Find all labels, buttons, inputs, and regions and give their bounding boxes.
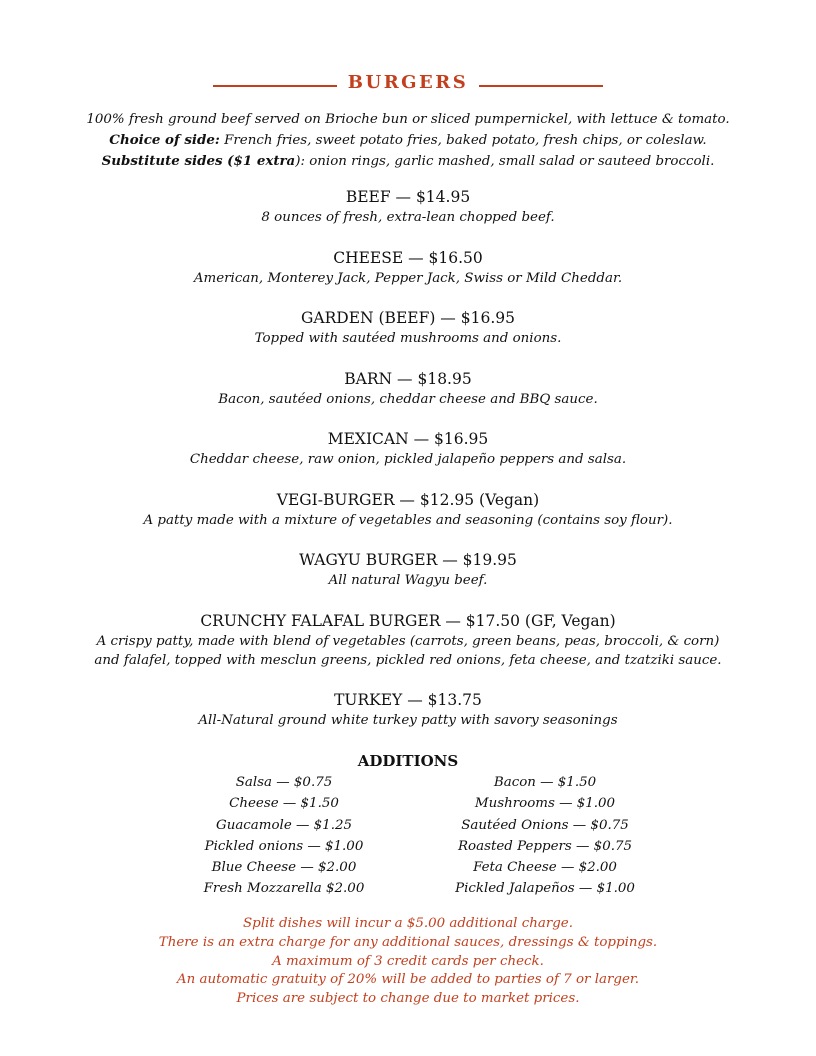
addition-item: Roasted Peppers — $0.75 [457, 838, 633, 854]
item-description: Cheddar cheese, raw onion, pickled jalapeño peppers and salsa. [189, 452, 627, 467]
item-description: Topped with sautéed mushrooms and onions. [254, 331, 562, 346]
addition-item: Salsa — $0.75 [235, 775, 333, 790]
item-name: GARDEN (BEEF) — $16.95 [301, 309, 515, 327]
item-description: American, Monterey Jack, Pepper Jack, Swiss or Mild Cheddar. [193, 271, 623, 286]
intro-block [0, 110, 816, 172]
addition-item: Blue Cheese — $2.00 [211, 860, 357, 876]
item-description: All natural Wagyu beef. [328, 573, 488, 588]
addition-item: Mushrooms — $1.00 [474, 796, 616, 812]
note-gratuity: An automatic gratuity of 20% will be added to parties of 7 or larger. [176, 972, 640, 988]
item-description-continued: and falafel, topped with mesclun greens, pickled red onions, feta cheese, and tzatziki sauce. [94, 653, 722, 668]
menu-item-vegi-burger [0, 489, 816, 530]
addition-item: Guacamole — $1.25 [216, 817, 352, 833]
substitute-sides [0, 151, 816, 172]
choice-label: Choice of side: [109, 132, 220, 148]
addition-item: Pickled Jalapeños — $1.00 [455, 881, 635, 897]
item-name: CHEESE — $16.50 [333, 249, 483, 267]
additions-right-column [415, 773, 675, 901]
menu-item-beef [0, 186, 816, 227]
menu-item-turkey [0, 689, 816, 730]
header-rule-right [479, 85, 603, 87]
item-description: 8 ounces of fresh, extra-lean chopped beef. [261, 210, 555, 225]
item-name: TURKEY — $13.75 [334, 691, 482, 709]
menu-item-mexican [0, 428, 816, 469]
additions-left-column [154, 773, 414, 901]
item-description: A crispy patty, made with blend of vegetables (carrots, green beans, peas, broccoli, & corn) [96, 634, 720, 649]
menu-item-barn [0, 368, 816, 409]
menu-item-cheese [0, 247, 816, 288]
addition-item: Pickled onions — $1.00 [204, 838, 364, 854]
addition-item: Fresh Mozzarella $2.00 [203, 881, 365, 897]
note-credit-cards: A maximum of 3 credit cards per check. [272, 953, 544, 969]
addition-item: Cheese — $1.50 [229, 796, 339, 812]
item-name: BARN — $18.95 [344, 370, 472, 388]
menu-item-garden [0, 307, 816, 348]
item-name: MEXICAN — $16.95 [327, 430, 489, 448]
section-title: BURGERS [347, 71, 469, 93]
choice-of-side [0, 130, 816, 151]
item-name: VEGI-BURGER — $12.95 (Vegan) [276, 491, 540, 509]
item-description: A patty made with a mixture of vegetables and seasoning (contains soy flour). [143, 513, 673, 528]
substitute-label: Substitute sides ($1 extra [101, 153, 296, 169]
policy-notes [0, 915, 816, 1009]
item-name: CRUNCHY FALAFAL BURGER — $17.50 (GF, Vegan) [200, 612, 616, 630]
note-prices: Prices are subject to change due to market prices. [236, 991, 580, 1007]
intro-line: 100% fresh ground beef served on Brioche bun or sliced pumpernickel, with lettuce & tomato. [86, 112, 730, 127]
addition-item: Feta Cheese — $2.00 [473, 860, 617, 876]
addition-item: Bacon — $1.50 [493, 775, 597, 790]
additions-title: ADDITIONS [357, 752, 459, 770]
note-split-dishes: Split dishes will incur a $5.00 additional charge. [243, 916, 573, 931]
item-name: WAGYU BURGER — $19.95 [299, 551, 517, 569]
menu-item-falafal [0, 610, 816, 670]
item-name: BEEF — $14.95 [345, 188, 471, 206]
item-description: Bacon, sautéed onions, cheddar cheese and BBQ sauce. [218, 392, 598, 407]
menu-item-wagyu [0, 549, 816, 590]
substitute-text: ): onion rings, garlic mashed, small salad or sauteed broccoli. [295, 154, 715, 169]
item-description: All-Natural ground white turkey patty with savory seasonings [198, 713, 618, 728]
section-header [0, 68, 816, 96]
choice-text: French fries, sweet potato fries, baked potato, fresh chips, or coleslaw. [219, 133, 707, 148]
note-extra-charge: There is an extra charge for any additional sauces, dressings & toppings. [158, 934, 658, 950]
addition-item: Sautéed Onions — $0.75 [461, 817, 629, 833]
header-rule-left [213, 85, 337, 87]
